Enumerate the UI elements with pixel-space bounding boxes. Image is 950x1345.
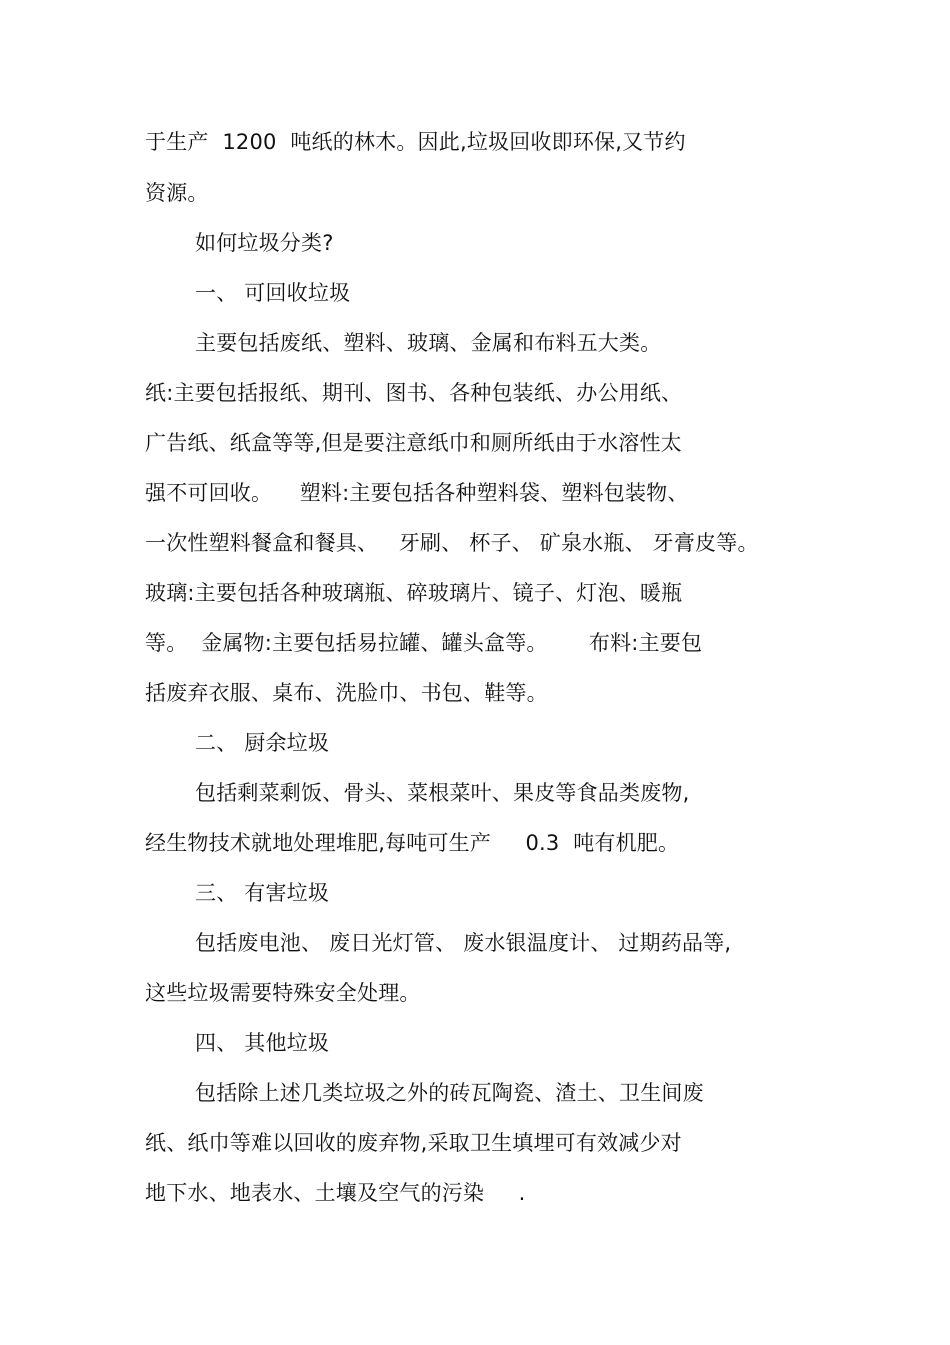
text-line: 于生产 1200 吨纸的林木。因此,垃圾回收即环保,又节约 xyxy=(145,130,686,154)
text-line: 纸、纸巾等难以回收的废弃物,采取卫生填埋可有效减少对 xyxy=(145,1131,682,1155)
text-line: 包括废电池、 废日光灯管、 废水银温度计、 过期药品等, xyxy=(195,931,732,955)
text-line: 广告纸、纸盒等等,但是要注意纸巾和厕所纸由于水溶性太 xyxy=(145,431,682,455)
text-line: 主要包括废纸、塑料、玻璃、金属和布料五大类。 xyxy=(195,331,662,355)
text-line: 地下水、地表水、土壤及空气的污染 . xyxy=(145,1181,526,1205)
text-line: 经生物技术就地处理堆肥,每吨可生产 0.3 吨有机肥。 xyxy=(145,831,680,855)
text-line: 等。 金属物:主要包括易拉罐、罐头盒等。 布料:主要包 xyxy=(145,631,703,655)
text-line: 一次性塑料餐盒和餐具、 牙刷、 杯子、 矿泉水瓶、 牙膏皮等。 xyxy=(145,531,759,555)
section-question: 如何垃圾分类? xyxy=(195,231,334,255)
text-line: 括废弃衣服、桌布、洗脸巾、书包、鞋等。 xyxy=(145,681,548,705)
text-line: 包括剩菜剩饭、骨头、菜根菜叶、果皮等食品类废物, xyxy=(195,781,690,805)
text-line: 强不可回收。 塑料:主要包括各种塑料袋、塑料包装物、 xyxy=(145,481,689,505)
text-line: 资源。 xyxy=(145,181,209,205)
text-line: 玻璃:主要包括各种玻璃瓶、碎玻璃片、镜子、灯泡、暖瓶 xyxy=(145,581,683,605)
section-heading: 一、 可回收垃圾 xyxy=(195,281,351,305)
section-heading: 四、 其他垃圾 xyxy=(195,1031,330,1055)
text-line: 这些垃圾需要特殊安全处理。 xyxy=(145,981,421,1005)
text-line: 包括除上述几类垃圾之外的砖瓦陶瓷、渣土、卫生间废 xyxy=(195,1081,704,1105)
text-line: 纸:主要包括报纸、期刊、图书、各种包装纸、办公用纸、 xyxy=(145,381,683,405)
section-heading: 二、 厨余垃圾 xyxy=(195,731,330,755)
section-heading: 三、 有害垃圾 xyxy=(195,881,330,905)
